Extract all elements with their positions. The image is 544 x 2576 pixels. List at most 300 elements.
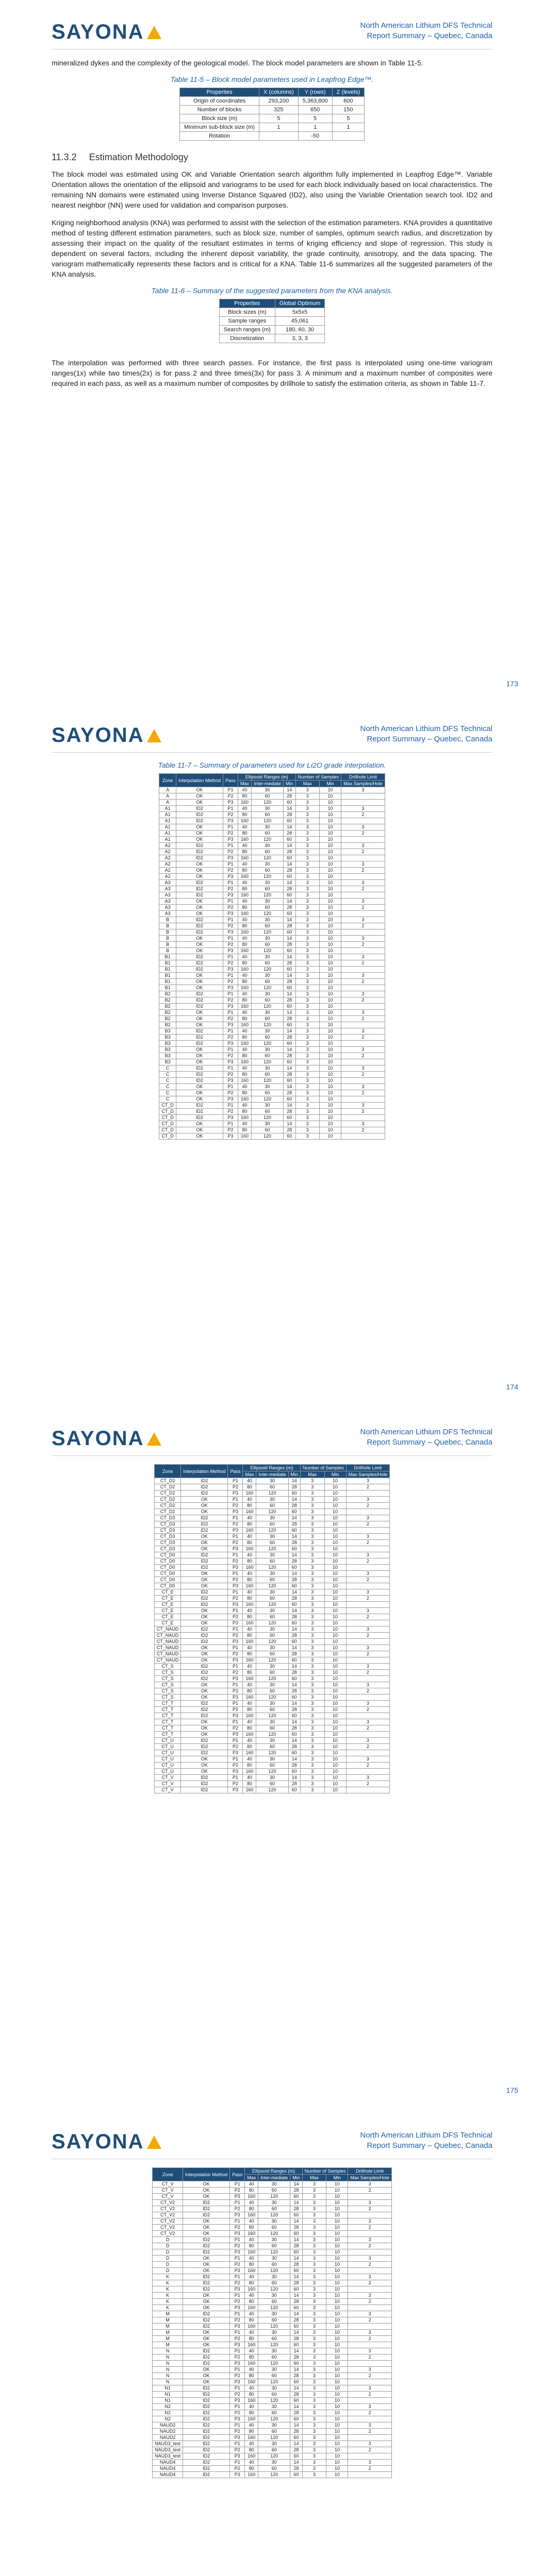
table-cell: 14 bbox=[290, 2237, 303, 2243]
table-cell: P2 bbox=[223, 812, 238, 818]
table-cell: 3 bbox=[301, 1738, 325, 1744]
table-cell: 160 bbox=[238, 874, 251, 880]
table-cell: 3 bbox=[295, 923, 320, 929]
table-cell: P2 bbox=[230, 2225, 245, 2231]
table-cell: 2 bbox=[341, 812, 385, 818]
table-cell: 60 bbox=[284, 818, 296, 824]
table-cell: 80 bbox=[245, 2206, 258, 2212]
table-cell: 60 bbox=[256, 1762, 288, 1769]
table-cell: 60 bbox=[258, 2280, 290, 2286]
table-cell: 3 bbox=[301, 1682, 325, 1688]
table-cell: 10 bbox=[326, 2410, 348, 2416]
table-row bbox=[154, 1744, 389, 1750]
table-cell: 3 bbox=[295, 1090, 320, 1096]
table-cell: P3 bbox=[230, 2194, 245, 2200]
table-row bbox=[154, 1688, 389, 1694]
table-cell: CT_U bbox=[154, 1750, 181, 1756]
table-cell: P3 bbox=[230, 2231, 245, 2237]
column-header: Max bbox=[302, 2175, 326, 2181]
page-175 bbox=[0, 1406, 544, 2110]
table-cell: 60 bbox=[284, 874, 296, 880]
table-cell: 2 bbox=[346, 1521, 390, 1528]
table-cell: 160 bbox=[245, 2324, 258, 2330]
table-cell: 10 bbox=[320, 967, 341, 973]
table-cell: 10 bbox=[324, 1657, 346, 1664]
table-cell: 3 bbox=[295, 954, 320, 960]
table-cell: OK bbox=[176, 911, 223, 917]
report-title bbox=[360, 1427, 493, 1448]
table-cell: 3 bbox=[302, 2441, 326, 2447]
paragraph-1: The block model was estimated using OK and Variable Orientation search algorithm fully implemented in Leapfrog Edge™. Variable Orientation allows the orientation of the ellipsoid and variograms to be used for each block individually based on local characteristics. The remaining NN domains were estimated using Inverse Distance Squared (ID2), also using the Variable Orientation search tool. ID2 and nearest neighbor (NN) were used for validation and comparison purposes. bbox=[52, 170, 492, 209]
table-cell: 10 bbox=[326, 2416, 348, 2422]
table-cell: 30 bbox=[251, 806, 283, 812]
table-cell: 60 bbox=[258, 2188, 290, 2194]
table-cell: ID2 bbox=[183, 2472, 230, 2478]
table-cell: P3 bbox=[228, 1732, 243, 1738]
table-cell: 3 bbox=[301, 1744, 325, 1750]
table-cell: 30 bbox=[258, 2256, 290, 2262]
table-cell: 120 bbox=[256, 1583, 288, 1589]
table-cell: P2 bbox=[228, 1577, 243, 1583]
table-cell: 160 bbox=[238, 948, 251, 954]
column-header: Properties bbox=[219, 299, 275, 308]
table-cell: P3 bbox=[230, 2268, 245, 2274]
table-cell bbox=[346, 1694, 390, 1701]
table-cell: 3 bbox=[346, 1497, 390, 1503]
table-cell: 40 bbox=[243, 1626, 256, 1633]
table-cell: P1 bbox=[230, 2181, 245, 2188]
table-cell: 80 bbox=[243, 1707, 256, 1713]
table-cell: 14 bbox=[290, 2218, 303, 2225]
table-row bbox=[154, 1558, 389, 1565]
table-cell: OK bbox=[176, 985, 223, 991]
table-cell: 28 bbox=[290, 2317, 303, 2324]
column-header: Pass bbox=[230, 2168, 245, 2181]
table-cell: CT_U bbox=[154, 1738, 181, 1744]
table-cell: P2 bbox=[228, 1521, 243, 1528]
table-cell: 10 bbox=[320, 855, 341, 861]
column-header: Interpolation Method bbox=[176, 774, 223, 787]
table-cell: ID2 bbox=[183, 2398, 230, 2404]
table-row bbox=[159, 1041, 385, 1047]
table-cell: OK bbox=[176, 800, 223, 806]
table-cell: 3 bbox=[301, 1657, 325, 1664]
table-cell: 28 bbox=[290, 2447, 303, 2453]
table-cell: 10 bbox=[326, 2188, 348, 2194]
table-cell: ID2 bbox=[176, 806, 223, 812]
table-cell: 3 bbox=[301, 1762, 325, 1769]
table-cell: 3 bbox=[295, 899, 320, 905]
table-cell: OK bbox=[176, 824, 223, 831]
table-cell bbox=[346, 1713, 390, 1719]
table-cell: 30 bbox=[251, 954, 283, 960]
table-cell: 14 bbox=[284, 936, 296, 942]
table-cell: 10 bbox=[324, 1503, 346, 1509]
table-cell: P1 bbox=[223, 936, 238, 942]
table-cell: ID2 bbox=[181, 1521, 228, 1528]
table-cell: A2 bbox=[159, 874, 176, 880]
table-cell: 120 bbox=[256, 1639, 288, 1645]
table-cell: 60 bbox=[284, 1133, 296, 1140]
table-cell: ID2 bbox=[183, 2435, 230, 2441]
table-cell: 40 bbox=[238, 861, 251, 868]
page-176 bbox=[0, 2110, 544, 2576]
table-cell: 14 bbox=[284, 787, 296, 793]
table-cell: 10 bbox=[320, 954, 341, 960]
table-cell: 10 bbox=[326, 2453, 348, 2460]
table-cell: ID2 bbox=[176, 855, 223, 861]
column-header: Pass bbox=[228, 1465, 243, 1478]
table-cell bbox=[346, 1565, 390, 1571]
table-cell: 10 bbox=[326, 2181, 348, 2188]
table-cell: 30 bbox=[256, 1775, 288, 1781]
table-cell: 3 bbox=[295, 806, 320, 812]
table-row bbox=[153, 2237, 392, 2243]
table-cell: P2 bbox=[230, 2373, 245, 2379]
table-row bbox=[159, 954, 385, 960]
table-cell: M bbox=[153, 2311, 183, 2317]
table-row bbox=[159, 880, 385, 886]
table-cell: 3 bbox=[341, 1084, 385, 1090]
table-cell: 10 bbox=[320, 911, 341, 917]
table-cell: 60 bbox=[288, 1676, 301, 1682]
table-cell: 60 bbox=[284, 892, 296, 899]
table-cell: 3 bbox=[295, 787, 320, 793]
table-cell: 3 bbox=[295, 911, 320, 917]
table-cell: 80 bbox=[245, 2280, 258, 2286]
table-cell: 120 bbox=[258, 2472, 290, 2478]
table-cell: 3 bbox=[301, 1552, 325, 1558]
column-header: Zone bbox=[154, 1465, 181, 1478]
table-cell: P2 bbox=[228, 1707, 243, 1713]
table-cell: 1 bbox=[332, 123, 364, 132]
table-cell: 14 bbox=[288, 1534, 301, 1540]
table-cell: P2 bbox=[228, 1725, 243, 1732]
table-cell: 60 bbox=[284, 837, 296, 843]
table-cell: 160 bbox=[245, 2305, 258, 2311]
table-row bbox=[159, 855, 385, 861]
table-cell: 60 bbox=[251, 923, 283, 929]
table-cell: A2 bbox=[159, 855, 176, 861]
table-cell: 160 bbox=[245, 2342, 258, 2348]
table-cell: 10 bbox=[320, 1016, 341, 1022]
table-row bbox=[153, 2398, 392, 2404]
logo bbox=[52, 724, 161, 747]
table-row bbox=[153, 2218, 392, 2225]
table-row bbox=[153, 2373, 392, 2379]
table-cell: 3 bbox=[348, 2256, 392, 2262]
table-cell: 14 bbox=[284, 806, 296, 812]
table-cell: P1 bbox=[228, 1571, 243, 1577]
table-11-7-part2 bbox=[154, 1464, 390, 1793]
table-row bbox=[154, 1497, 389, 1503]
table-cell: P1 bbox=[223, 1121, 238, 1127]
table-cell bbox=[341, 800, 385, 806]
table-cell: 10 bbox=[326, 2262, 348, 2268]
table-cell: ID2 bbox=[176, 960, 223, 967]
table-cell: 10 bbox=[320, 991, 341, 997]
table-cell: 2 bbox=[341, 1109, 385, 1115]
table-cell: 40 bbox=[245, 2274, 258, 2280]
table-cell: 3 bbox=[348, 2274, 392, 2280]
table-row bbox=[153, 2453, 392, 2460]
table-cell: 28 bbox=[284, 793, 296, 800]
table-cell: 10 bbox=[324, 1614, 346, 1620]
table-cell: 40 bbox=[243, 1682, 256, 1688]
table-cell: 3 bbox=[301, 1713, 325, 1719]
table-cell: 2 bbox=[346, 1688, 390, 1694]
table-cell: 3 bbox=[346, 1626, 390, 1633]
table-cell: OK bbox=[181, 1540, 228, 1546]
table-row bbox=[153, 2361, 392, 2367]
table-11-6 bbox=[219, 299, 325, 343]
table-cell: A bbox=[159, 793, 176, 800]
table-cell: 14 bbox=[284, 973, 296, 979]
table-cell: ID2 bbox=[176, 843, 223, 849]
table-cell: 10 bbox=[320, 1035, 341, 1041]
table-cell: P3 bbox=[230, 2342, 245, 2348]
table-cell bbox=[341, 967, 385, 973]
table-cell: 3 bbox=[295, 942, 320, 948]
column-header: Ellipsoid Ranges (m) bbox=[238, 774, 295, 781]
table-cell: OK bbox=[176, 899, 223, 905]
table-row bbox=[153, 2249, 392, 2256]
table-cell: 60 bbox=[284, 929, 296, 936]
table-cell: CT_D0 bbox=[154, 1583, 181, 1589]
table-cell: P1 bbox=[223, 824, 238, 831]
table-row bbox=[154, 1651, 389, 1657]
table-cell: ID2 bbox=[181, 1558, 228, 1565]
table-cell: 60 bbox=[251, 1090, 283, 1096]
table-row bbox=[153, 2342, 392, 2348]
table-cell: P2 bbox=[230, 2243, 245, 2249]
table-cell: 3 bbox=[301, 1781, 325, 1787]
table-cell: OK bbox=[176, 868, 223, 874]
table-row bbox=[159, 1090, 385, 1096]
table-cell: 28 bbox=[284, 942, 296, 948]
table-cell: ID2 bbox=[181, 1676, 228, 1682]
table-row bbox=[219, 317, 325, 326]
table-cell: 40 bbox=[245, 2348, 258, 2354]
table-cell: 2 bbox=[341, 942, 385, 948]
table-cell: D bbox=[153, 2249, 183, 2256]
table-cell: 2 bbox=[346, 1540, 390, 1546]
table-cell: ID2 bbox=[176, 818, 223, 824]
table-cell: 160 bbox=[245, 2472, 258, 2478]
table-cell: 28 bbox=[284, 1016, 296, 1022]
table-row bbox=[153, 2293, 392, 2299]
table-cell: ID2 bbox=[181, 1707, 228, 1713]
table-cell: P2 bbox=[230, 2317, 245, 2324]
table-cell: 60 bbox=[251, 1016, 283, 1022]
table-cell: 28 bbox=[288, 1670, 301, 1676]
table-row bbox=[159, 824, 385, 831]
table-row bbox=[159, 911, 385, 917]
table-cell: 10 bbox=[326, 2293, 348, 2299]
table-cell: 28 bbox=[290, 2373, 303, 2379]
table-cell: 40 bbox=[245, 2422, 258, 2429]
table-cell: M bbox=[153, 2324, 183, 2330]
table-cell: 28 bbox=[288, 1614, 301, 1620]
table-cell: OK bbox=[176, 1090, 223, 1096]
table-cell: ID2 bbox=[181, 1670, 228, 1676]
table-cell: Search ranges (m) bbox=[219, 326, 275, 334]
table-row bbox=[153, 2422, 392, 2429]
table-cell: 40 bbox=[238, 1010, 251, 1016]
table-cell: 160 bbox=[243, 1713, 256, 1719]
table-cell: N2 bbox=[153, 2416, 183, 2422]
table-row bbox=[153, 2472, 392, 2478]
table-cell: 2 bbox=[341, 905, 385, 911]
table-cell: ID2 bbox=[176, 1028, 223, 1035]
table-cell: 60 bbox=[258, 2225, 290, 2231]
table-cell: CT_S bbox=[154, 1694, 181, 1701]
table-cell: 2 bbox=[346, 1633, 390, 1639]
table-cell: 28 bbox=[290, 2280, 303, 2286]
table-cell: 60 bbox=[258, 2373, 290, 2379]
table-cell: A bbox=[159, 800, 176, 806]
column-header: Properties bbox=[180, 88, 259, 97]
table-row bbox=[159, 905, 385, 911]
table-cell: P1 bbox=[230, 2200, 245, 2206]
column-header: Max Samples/Hole bbox=[348, 2175, 392, 2181]
table-cell: D bbox=[153, 2262, 183, 2268]
table-cell: 60 bbox=[288, 1657, 301, 1664]
table-cell: 10 bbox=[320, 849, 341, 855]
table-cell: 160 bbox=[238, 1096, 251, 1103]
table-cell: 10 bbox=[320, 905, 341, 911]
table-cell: 14 bbox=[288, 1589, 301, 1596]
table-cell: 30 bbox=[256, 1682, 288, 1688]
table-cell bbox=[346, 1676, 390, 1682]
table-cell: 160 bbox=[238, 929, 251, 936]
table-row bbox=[159, 1072, 385, 1078]
column-header: Interpolation Method bbox=[181, 1465, 228, 1478]
table-cell: 30 bbox=[258, 2293, 290, 2299]
table-cell: 120 bbox=[251, 1078, 283, 1084]
table-cell: 3 bbox=[301, 1484, 325, 1490]
table-cell: 80 bbox=[243, 1670, 256, 1676]
table-cell: P2 bbox=[230, 2354, 245, 2361]
table-cell: 2 bbox=[341, 960, 385, 967]
table-cell: NAUD4 bbox=[153, 2466, 183, 2472]
table-cell: 10 bbox=[324, 1694, 346, 1701]
table-cell: Block sizes (m) bbox=[219, 308, 275, 317]
table-cell: 60 bbox=[251, 1127, 283, 1133]
table-cell: 3 bbox=[295, 917, 320, 923]
table-cell: ID2 bbox=[181, 1750, 228, 1756]
table-row bbox=[154, 1614, 389, 1620]
table-cell: 2 bbox=[348, 2354, 392, 2361]
table-cell: 160 bbox=[238, 1022, 251, 1028]
table-cell: 3 bbox=[295, 1115, 320, 1121]
table-cell: 3 bbox=[295, 1035, 320, 1041]
table-cell: P2 bbox=[223, 979, 238, 985]
table-cell: 2 bbox=[346, 1596, 390, 1602]
table-cell: 80 bbox=[243, 1503, 256, 1509]
table-cell: 120 bbox=[258, 2435, 290, 2441]
table-cell: 60 bbox=[256, 1577, 288, 1583]
table-cell: 60 bbox=[288, 1713, 301, 1719]
table-cell: ID2 bbox=[176, 923, 223, 929]
table-cell: 10 bbox=[320, 997, 341, 1004]
table-row bbox=[159, 1121, 385, 1127]
table-cell: P2 bbox=[228, 1744, 243, 1750]
table-row bbox=[154, 1664, 389, 1670]
table-cell: 60 bbox=[284, 911, 296, 917]
table-cell: A bbox=[159, 787, 176, 793]
table-cell: 160 bbox=[245, 2361, 258, 2367]
table-cell: 3 bbox=[341, 824, 385, 831]
table-cell: 10 bbox=[320, 1004, 341, 1010]
table-cell: A1 bbox=[159, 824, 176, 831]
table-cell: A3 bbox=[159, 905, 176, 911]
table-cell: 10 bbox=[320, 1041, 341, 1047]
table-cell: 60 bbox=[256, 1633, 288, 1639]
table-cell: C bbox=[159, 1065, 176, 1072]
table-cell: OK bbox=[183, 2299, 230, 2305]
table-cell: P2 bbox=[228, 1540, 243, 1546]
table-cell: 120 bbox=[258, 2324, 290, 2330]
table-cell: 10 bbox=[326, 2237, 348, 2243]
table-cell: 40 bbox=[243, 1608, 256, 1614]
table-cell: 10 bbox=[324, 1713, 346, 1719]
table-cell: 28 bbox=[288, 1521, 301, 1528]
table-row bbox=[154, 1787, 389, 1793]
table-cell: 3 bbox=[346, 1478, 390, 1484]
table-cell: 3 bbox=[301, 1775, 325, 1781]
table-cell: 40 bbox=[245, 2293, 258, 2299]
table-cell: 40 bbox=[238, 936, 251, 942]
table-cell: 120 bbox=[251, 1096, 283, 1103]
logo-text: SAYONA bbox=[52, 2130, 144, 2153]
table-cell: 10 bbox=[326, 2342, 348, 2348]
table-cell: 14 bbox=[284, 843, 296, 849]
table-cell: 60 bbox=[284, 1022, 296, 1028]
table-cell: 30 bbox=[256, 1626, 288, 1633]
table-cell: 10 bbox=[326, 2225, 348, 2231]
table-cell: 2 bbox=[348, 2299, 392, 2305]
table-cell: ID2 bbox=[176, 886, 223, 892]
table-cell: CT_V2 bbox=[153, 2218, 183, 2225]
table-cell: 80 bbox=[238, 1016, 251, 1022]
table-row bbox=[159, 1016, 385, 1022]
table-row bbox=[153, 2286, 392, 2293]
table-cell: P3 bbox=[223, 800, 238, 806]
table-row bbox=[154, 1682, 389, 1688]
table-cell: 10 bbox=[324, 1596, 346, 1602]
table-cell: CT_V2 bbox=[153, 2212, 183, 2218]
table-cell: 40 bbox=[238, 973, 251, 979]
table-cell: 3 bbox=[302, 2342, 326, 2348]
table-cell: C bbox=[159, 1072, 176, 1078]
table-row bbox=[154, 1639, 389, 1645]
table-cell: 40 bbox=[245, 2385, 258, 2392]
table-cell: CT_D2 bbox=[154, 1484, 181, 1490]
table-cell: OK bbox=[176, 942, 223, 948]
table-cell: OK bbox=[181, 1719, 228, 1725]
table-cell: B3 bbox=[159, 1053, 176, 1059]
table-cell: 80 bbox=[245, 2336, 258, 2342]
table-cell: 10 bbox=[324, 1756, 346, 1762]
table-cell: P2 bbox=[223, 1016, 238, 1022]
table-cell: 60 bbox=[288, 1750, 301, 1756]
table-cell: 30 bbox=[256, 1515, 288, 1521]
table-cell: 60 bbox=[251, 1053, 283, 1059]
table-cell: 40 bbox=[245, 2367, 258, 2373]
table-cell: 650 bbox=[298, 106, 332, 114]
table-cell: 2 bbox=[348, 2447, 392, 2453]
